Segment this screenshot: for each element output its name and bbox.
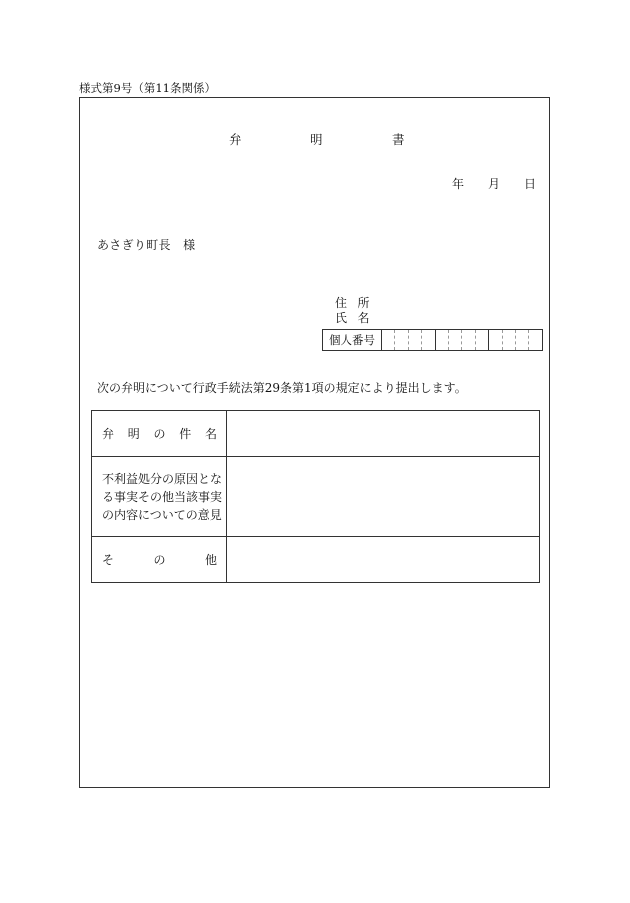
- my-number-digit[interactable]: [462, 330, 475, 351]
- opinion-value[interactable]: [227, 457, 540, 537]
- my-number-digit[interactable]: [449, 330, 462, 351]
- my-number-digit[interactable]: [408, 330, 421, 351]
- my-number-digit[interactable]: [475, 330, 488, 351]
- statement-text: 次の弁明について行政手続法第29条第1項の規定により提出します。: [97, 381, 467, 395]
- opinion-row: [92, 457, 540, 537]
- subject-value[interactable]: [227, 411, 540, 457]
- document-title-char-3: 書: [392, 132, 405, 147]
- subject-row: [92, 411, 540, 457]
- my-number-label: 個人番号: [323, 330, 382, 351]
- my-number-digit[interactable]: [422, 330, 435, 351]
- other-value[interactable]: [227, 537, 540, 583]
- name-label: 氏 名: [335, 311, 371, 325]
- my-number-table: [322, 329, 543, 351]
- subject-label: 弁 明 の 件 名: [92, 411, 227, 457]
- explanation-table: [91, 410, 540, 583]
- date-month-label: 月: [488, 177, 501, 191]
- my-number-digit[interactable]: [516, 330, 529, 351]
- my-number-digit[interactable]: [435, 330, 448, 351]
- my-number-digit[interactable]: [529, 330, 543, 351]
- date-day-label: 日: [524, 177, 537, 191]
- other-row: [92, 537, 540, 583]
- address-label: 住 所: [335, 296, 371, 310]
- opinion-label: 不利益処分の原因とな る事実その他当該事実 の内容についての意見: [92, 457, 227, 537]
- my-number-digit[interactable]: [502, 330, 515, 351]
- my-number-digit[interactable]: [489, 330, 502, 351]
- document-title-char-2: 明: [310, 132, 323, 147]
- other-label: そ の 他: [92, 537, 227, 583]
- addressee: あさぎり町長 様: [97, 238, 196, 252]
- my-number-digit[interactable]: [395, 330, 408, 351]
- date-year-label: 年: [452, 177, 465, 191]
- my-number-digit[interactable]: [382, 330, 395, 351]
- document-title-char-1: 弁: [229, 132, 242, 147]
- form-number: 様式第9号（第11条関係）: [79, 81, 216, 95]
